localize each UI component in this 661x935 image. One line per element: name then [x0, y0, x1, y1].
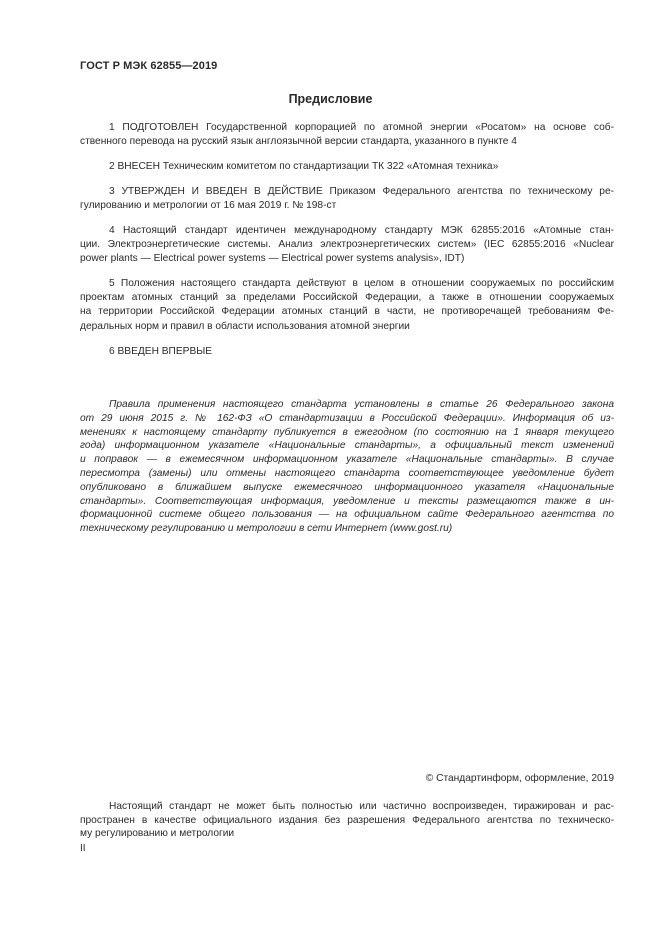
notice-line: техническому регулированию и метрологии в сети Интернет (www.gost.ru): [80, 523, 453, 535]
paragraph-line: power plants — Electrical power systems — Electrical power systems analysis», IDT): [80, 253, 465, 265]
reproduction-notice: [80, 800, 614, 841]
paragraph-line: гулированию и метрологии от 16 мая 2019 г. № 198-ст: [80, 200, 337, 212]
notice-line: опубликовано в ближайшем выпуске ежемесячного информационного указателя «Национальные: [80, 481, 614, 493]
reproduction-line: пространен в качестве официального издания без разрешения Федерального агентства по техническо-: [80, 814, 614, 826]
notice-line: и поправок — в ежемесячном информационном указателе «Национальные стандарты». В случае: [80, 454, 614, 466]
notice-line: менениях к настоящему стандарту публикуется в ежегодном (по состоянию на 1 января текущего: [80, 426, 614, 438]
paragraph-5: [80, 277, 614, 334]
paragraph-line: на территории Российской Федерации атомных станций в части, не противоречащей требованиям Фе-: [80, 306, 614, 318]
paragraph-6: [80, 345, 614, 359]
paragraph-3: [80, 185, 614, 213]
notice-line: Правила применения настоящего стандарта установлены в статье 26 Федерального закона: [109, 399, 614, 410]
paragraph-line: проектам атомных станций за пределами Российской Федерации, а также в отношении сооружаемых: [80, 292, 614, 304]
copyright-line: © Стандартинформ, оформление, 2019: [425, 773, 614, 784]
paragraph-line: 2 ВНЕСЕН Техническим комитетом по стандартизации ТК 322 «Атомная техника»: [109, 161, 499, 172]
paragraph-line: 4 Настоящий стандарт идентичен международному стандарту МЭК 62855:2016 «Атомные стан-: [109, 225, 614, 236]
paragraph-line: 6 ВВЕДЕН ВПЕРВЫЕ: [109, 346, 213, 357]
reproduction-line: Настоящий стандарт не может быть полностью или частично воспроизведен, тиражирован и рас-: [109, 801, 614, 812]
page-number: II: [80, 843, 86, 854]
reproduction-line: му регулированию и метрологии: [80, 828, 235, 840]
paragraph-line: 3 УТВЕРЖДЕН И ВВЕДЕН В ДЕЙСТВИЕ Приказом Федерального агентства по техническому ре-: [109, 186, 614, 197]
notice-line: стандарты». Соответствующая информация, уведомление и тексты размещаются также в ин-: [80, 495, 614, 507]
application-rules-notice: [80, 398, 614, 536]
paragraph-2: [80, 160, 614, 174]
paragraph-line: ции. Электроэнергетические системы. Анализ электроэнергетических систем» (IEC 62855:2016 «Nuclear: [80, 239, 614, 251]
paragraph-1: [80, 121, 614, 149]
page-title: Предисловие: [288, 92, 373, 106]
standard-code: ГОСТ Р МЭК 62855—2019: [80, 60, 218, 72]
notice-line: года) информационном указателе «Национальные стандарты», а официальный текст изменений: [80, 440, 614, 452]
paragraph-line: 1 ПОДГОТОВЛЕН Государственной корпорацией по атомной энергии «Росатом» на основе соб-: [109, 122, 614, 133]
paragraph-line: ственного перевода на русский язык англоязычной версии стандарта, указанного в пункте 4: [80, 136, 517, 148]
notice-line: пересмотра (замены) или отмены настоящего стандарта соответствующее уведомление будет: [80, 467, 614, 479]
notice-line: формационной системе общего пользования — на официальном сайте Федерального агентства по: [80, 509, 614, 521]
notice-line: от 29 июня 2015 г. № 162-ФЗ «О стандартизации в Российской Федерации». Информация об из-: [80, 412, 614, 424]
paragraph-line: 5 Положения настоящего стандарта действуют в целом в отношении сооружаемых по российским: [109, 278, 614, 289]
paragraph-line: деральных норм и правил в области использования атомной энергии: [80, 320, 410, 332]
paragraph-4: [80, 224, 614, 267]
